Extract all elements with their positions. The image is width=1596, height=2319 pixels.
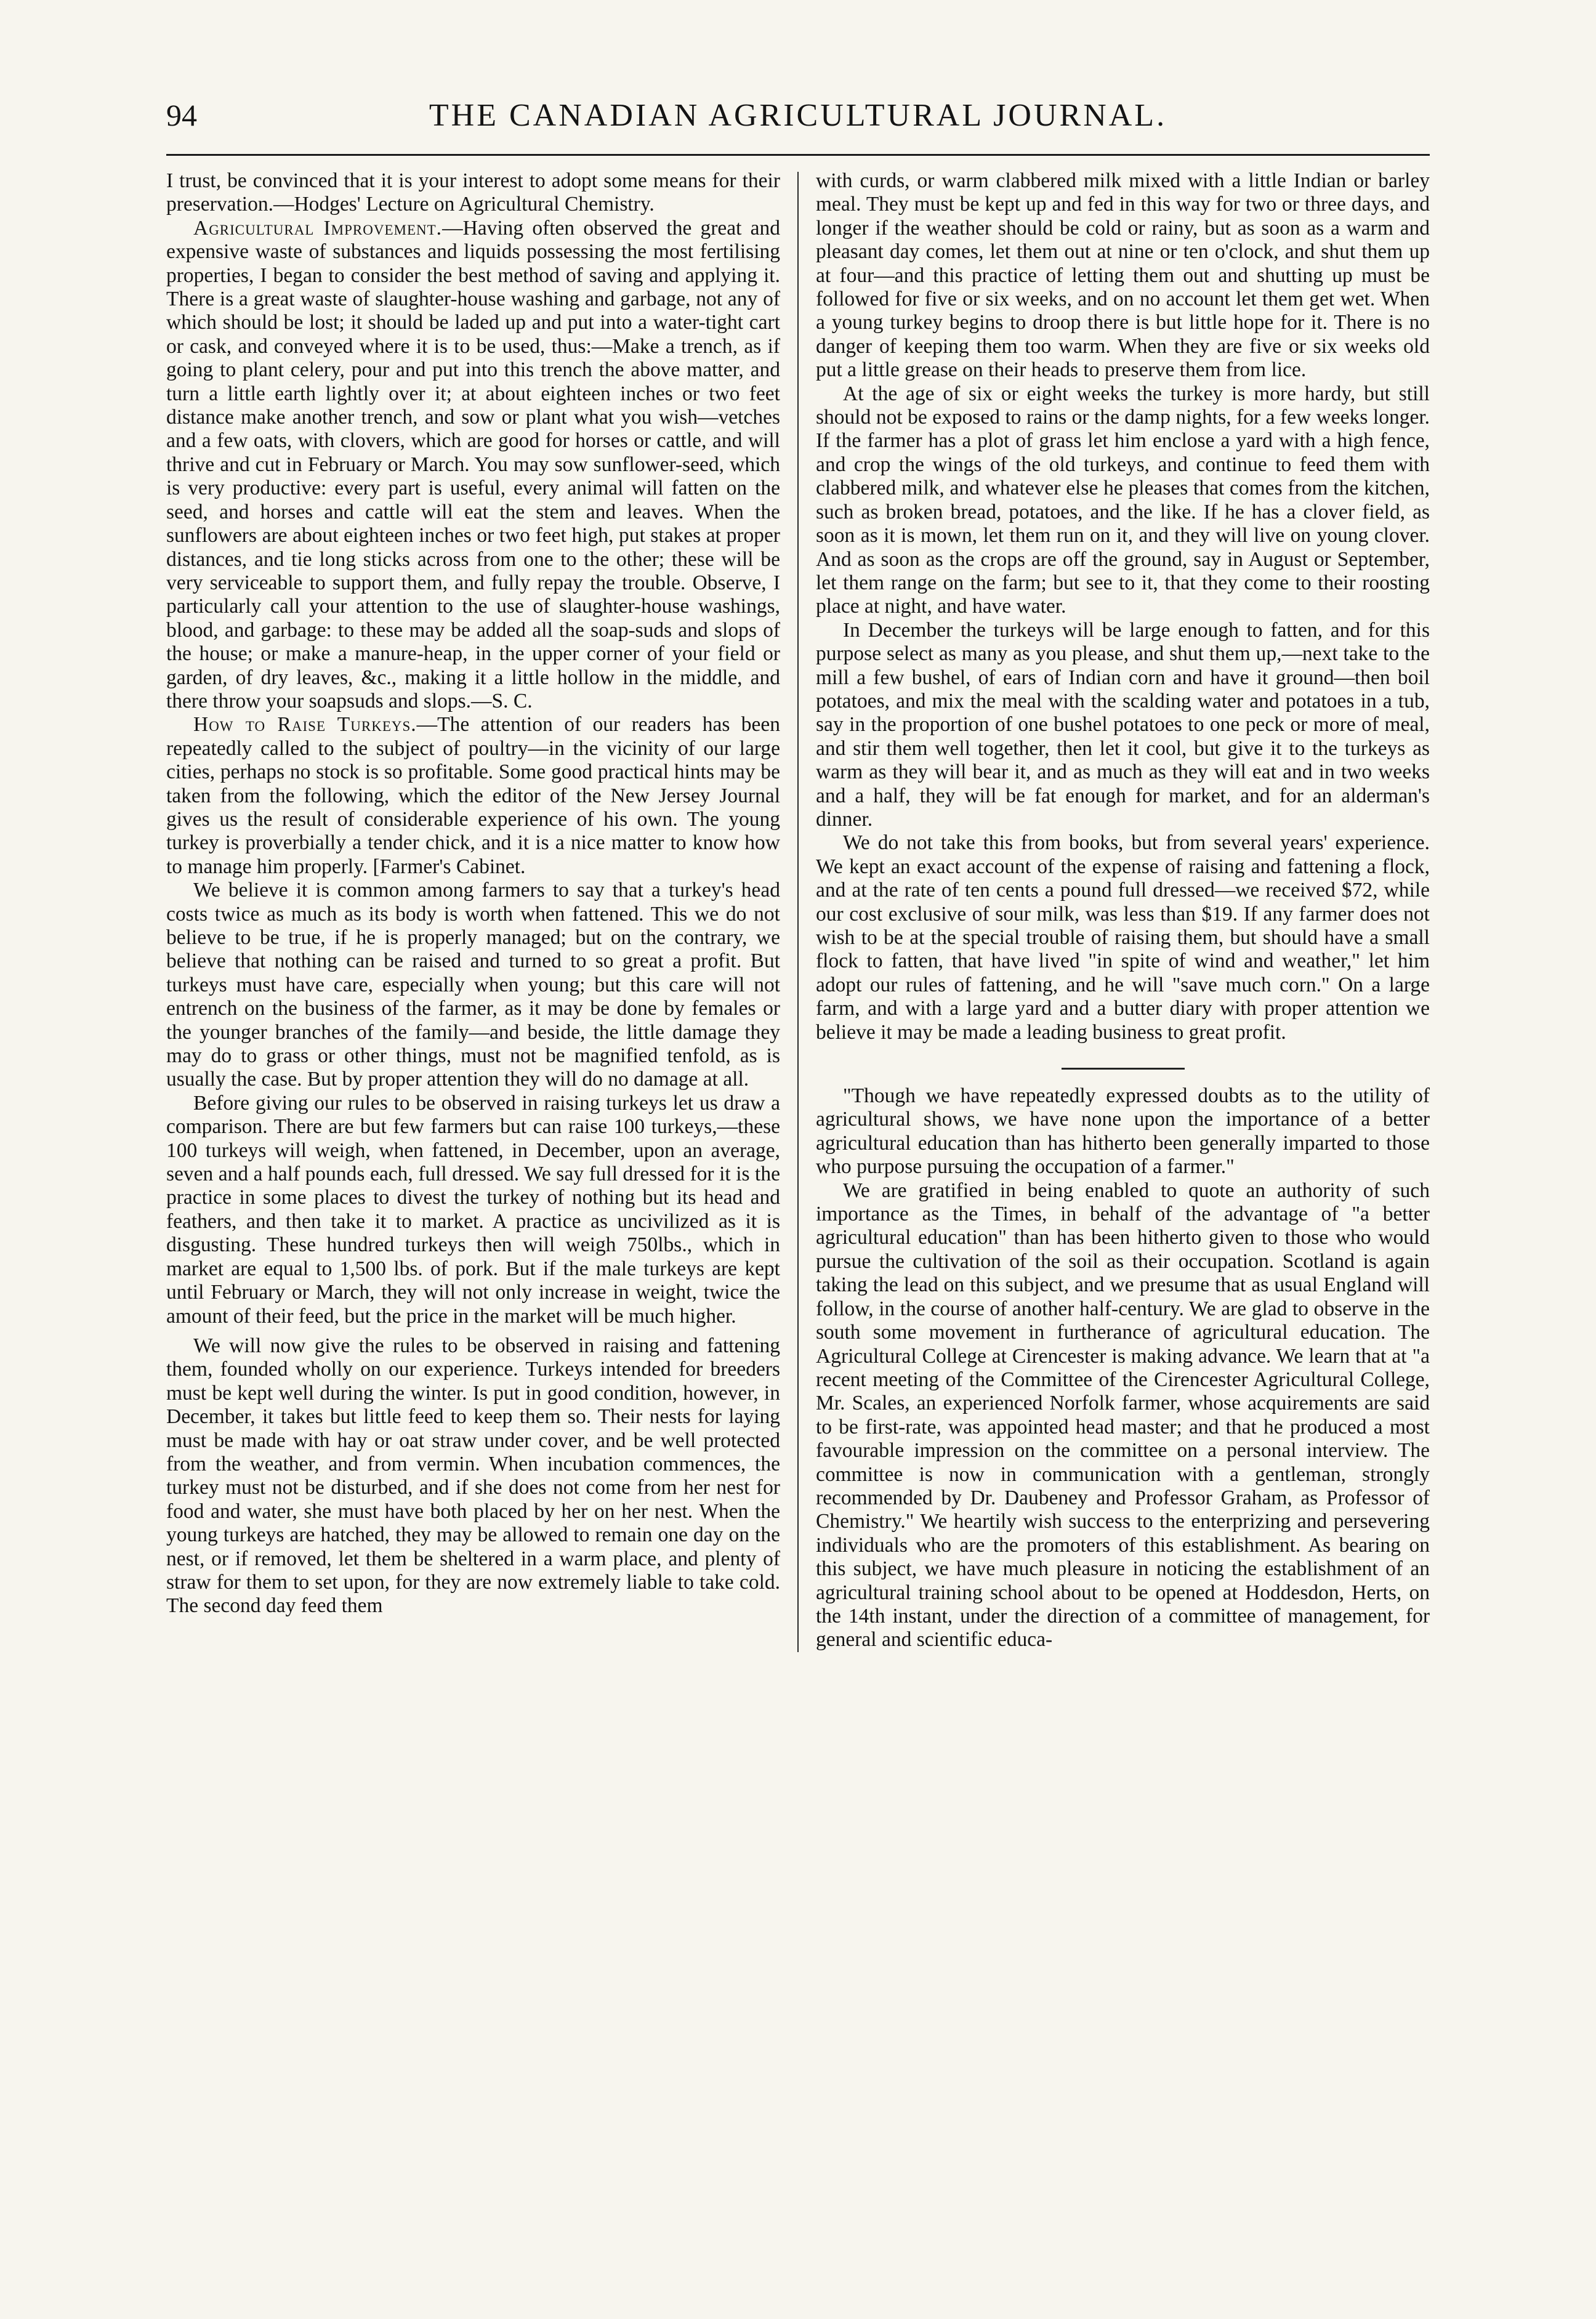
page-number: 94 <box>166 98 197 132</box>
journal-title: THE CANADIAN AGRICULTURAL JOURNAL. <box>429 98 1167 133</box>
column-divider <box>797 172 799 1652</box>
paragraph-education: We are gratified in being enabled to quote an authority of such importance as the Times, in behalf of the advantage of "a better agricultural education" than has been hitherto given to those who would pursue the cultivation of the soil as their occupation. Scotland is again taking the lead on this subject, and we presume that as usual England will follow, in the course of another half-century. We are glad to observe in the south some movement in furtherance of agricultural education. The Agricultural College at Cirencester is making advance. We learn that at "a recent meeting of the Committee of the Cirencester Agricultural College, Mr. Scales, an experienced Norfolk farmer, whose acquirements are said to be first-rate, was appointed head master; and that he produced a most favourable impression on the committee on a personal interview. The committee is now in communication with a gentleman, strongly recommended by Dr. Daubeney and Professor Graham, as Professor of Chemistry." We heartily wish success to the enterprizing and persevering individuals who are the promoters of this establishment. As bearing on this subject, we have much pleasure in noticing the establishment of an agricultural training school about to be opened at Hoddesdon, Herts, on the 14th instant, under the direction of a committee of management, for general and scientific educa- <box>816 1179 1430 1652</box>
paragraph-quote-shows: "Though we have repeatedly expressed doubts as to the utility of agricultural shows, we have none upon the importance of a better agricultural education than has hitherto been generally imparted to those who purpose pursuing the occupation of a farmer." <box>816 1084 1430 1179</box>
paragraph-comparison: Before giving our rules to be observed in raising turkeys let us draw a comparison. There are but few farmers but can raise 100 turkeys,—these 100 turkeys will weigh, when fattened, in December, upon an average, seven and a half pounds each, full dressed. We say full dressed for it is the practice in some places to divest the turkey of nothing but its head and feathers, and then take it to market. A practice as uncivilized as it is disgusting. These hundred turkeys then will weigh 750lbs., which in market are equal to 1,500 lbs. of pork. But if the male turkeys are kept until February or March, they will not only increase in weight, twice the amount of their feed, but the price in the market will be much higher. <box>166 1091 780 1328</box>
running-head <box>166 92 1430 156</box>
paragraph-rules: We will now give the rules to be observed in raising and fattening them, founded wholly on our experience. Turkeys intended for breeders must be kept well during the winter. Is put in good condition, however, in December, it takes but little feed to keep them so. Their nests for laying must be made with hay or oat straw under cover, and be well protected from the weather, and from vermin. When incubation commences, the turkey must not be disturbed, and if she does not come from her nest for food and water, she must have both placed by her on her nest. When the young turkeys are hatched, they may be allowed to remain one day on the nest, or if removed, let them be sheltered in a warm place, and plenty of straw for them to set upon, for they are now extremely liable to take cold. The second day feed them <box>166 1334 780 1618</box>
paragraph-text: —Having often observed the great and expensive waste of substances and liquids possessing the most fertilising properties, I began to consider the best method of saving and applying it. There is a great waste of slaughter-house washing and garbage, not any of which should be lost; it should be laded up and put into a water-tight cart or cask, and conveyed where it is to be used, thus:—Make a trench, as if going to plant celery, pour and put into this trench the above matter, and turn a little earth lightly over it; at about eighteen inches or two feet distance make another trench, and sow or plant what you wish—vetches and a few oats, with clovers, which are good for horses or cattle, and will thrive and cut in February or March. You may sow sunflower-seed, which is very productive: every part is useful, every animal will fatten on the seed, and horses and cattle will eat the stem and leaves. When the sunflowers are about eighteen inches or two feet high, put stakes at proper distances, and tie long sticks across from one to the other; these will be very serviceable to support them, and fully repay the trouble. Observe, I particularly call your attention to the use of slaughter-house washings, blood, and garbage: to these may be added all the soap-suds and slops of the house; or make a manure-heap, in the upper corner of your field or garden, of dry leaves, &c., making it a little hollow in the middle, and there throw your soapsuds and slops.—S. C. <box>166 216 780 712</box>
right-column <box>812 169 1430 1652</box>
paragraph-text: —The attention of our readers has been repeatedly called to the subject of poultry—in the vicinity of our large cities, perhaps no stock is so profitable. Some good practical hints may be taken from the following, which the editor of the New Jersey Journal gives us the result of considerable experience of his own. The young turkey is proverbially a tender chick, and it is a nice matter to know how to manage him properly. [Farmer's Cabinet. <box>166 713 781 878</box>
left-column <box>166 169 784 1652</box>
paragraph-raise-turkeys <box>166 713 780 879</box>
paragraph-lecture-end: I trust, be convinced that it is your interest to adopt some means for their preservation.—Hodges' Lecture on Agricultural Chemistry. <box>166 169 780 216</box>
section-heading-agricultural-improvement: Agricultural Improvement. <box>193 216 443 240</box>
paragraph-december: In December the turkeys will be large enough to fatten, and for this purpose select as many as you please, and shut them up,—next take to the mill a few bushel, of ears of Indian corn and have it ground—then boil potatoes, and mix the meal with the scalding water and potatoes in a tub, say in the proportion of one bushel potatoes to one peck or more of meal, and stir them well together, then let it cool, but give it to the turkeys as warm as they will bear it, and as much as they will eat and in two weeks and a half, they will be fat enough for market, and for an alderman's dinner. <box>816 618 1430 831</box>
paragraph-six-weeks: At the age of six or eight weeks the turkey is more hardy, but still should not be exposed to rains or the damp nights, for a few weeks longer. If the farmer has a plot of grass let him enclose a yard with a high fence, and crop the wings of the old turkeys, and continue to feed them with clabbered milk, and whatever else he pleases that comes from the kitchen, such as broken bread, potatoes, and the like. If he has a clover field, as soon as it is mown, let them run on it, and they will live on young clover. And as soon as the crops are off the ground, say in August or September, let them range on the farm; but see to it, that they come to their roosting place at night, and have water. <box>816 382 1430 618</box>
article-columns <box>166 169 1430 1652</box>
paragraph-experience: We do not take this from books, but from several years' experience. We kept an exact account of the expense of raising and fattening a flock, and at the rate of ten cents a pound full dressed—we received $72, while our cost exclusive of sour milk, was less than $19. If any farmer does not wish to be at the special trouble of raising them, but should have a small flock to fatten, that have lived "in spite of wind and weather," let him adopt our rules of fattening, and he will "save much corn." On a large farm, and with a large yard and a butter diary with proper attention we believe it may be made a leading business to great profit. <box>816 831 1430 1044</box>
section-separator <box>1062 1068 1185 1070</box>
paragraph-curds: with curds, or warm clabbered milk mixed with a little Indian or barley meal. They must be kept up and fed in this way for two or three days, and longer if the weather should be cold or rainy, but as soon as a warm and pleasant day comes, let them out at nine or ten o'clock, and shut them up at four—and this practice of letting them out and shutting up must be followed for five or six weeks, and on no account let them get wet. When a young turkey begins to droop there is but little hope for it. There is no danger of keeping them too warm. When they are five or six weeks old put a little grease on their heads to preserve them from lice. <box>816 169 1430 382</box>
section-heading-raise-turkeys: How to Raise Turkeys. <box>193 713 417 736</box>
paragraph-agricultural-improvement <box>166 217 780 714</box>
paragraph-turkey-head: We believe it is common among farmers to say that a turkey's head costs twice as much as its body is worth when fattened. This we do not believe to be true, if he is properly managed; but on the contrary, we believe that nothing can be raised and turned to so great a profit. But turkeys must have care, especially when young; but this care will not entrench on the business of the farmer, as it may be done by females or the younger branches of the family—and beside, the little damage they may do to grass or other things, must not be magnified tenfold, as is usually the case. But by proper attention they will do no damage at all. <box>166 879 780 1091</box>
